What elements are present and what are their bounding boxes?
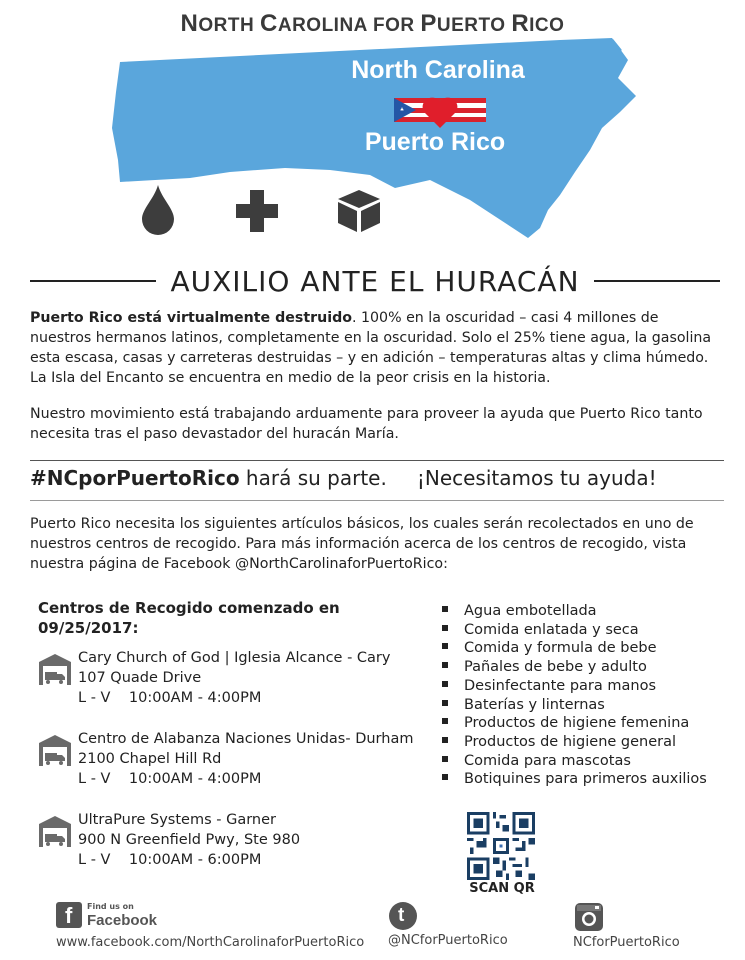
divider (30, 460, 724, 461)
list-item: Agua embotellada (442, 602, 742, 621)
center-name: Cary Church of God | Iglesia Alcance - Cary (78, 650, 391, 666)
warehouse-icon (38, 733, 72, 767)
hashtag-rest: hará su parte. (239, 466, 387, 490)
list-item: Productos de higiene general (442, 733, 742, 752)
intro-bold-lead: Puerto Rico está virtualmente destruido (30, 310, 352, 326)
center-address: 900 N Greenfield Pwy, Ste 980 (78, 832, 301, 848)
center-address: 107 Quade Drive (78, 670, 202, 686)
list-item: Productos de higiene femenina (442, 714, 742, 733)
list-item: Comida enlatada y seca (442, 621, 742, 640)
scan-qr-label: SCAN QR (469, 881, 535, 896)
center-name: UltraPure Systems - Garner (78, 812, 277, 828)
needed-items-list (442, 602, 742, 789)
banner-title: NORTH CAROLINA FOR PUERTO RICO (180, 10, 565, 37)
center-item (38, 729, 448, 793)
facebook-brand-label: Facebook (87, 912, 158, 929)
centers-title-line2: 09/25/2017: (38, 619, 139, 637)
header-map (0, 0, 745, 250)
center-hours: L - V 10:00AM - 6:00PM (78, 852, 262, 868)
centers-title-line1: Centros de Recogido comenzado en (38, 599, 340, 617)
needs-intro-paragraph: Puerto Rico necesita los siguientes artículos básicos, los cuales serán recolectados en uno de nuestros centros de recogido. Para más información acerca de los centros de recogido, vista nuestra página de Facebook @NorthCarolinaforPuertoRico: (30, 516, 694, 572)
hashtag: #NCporPuertoRico (30, 466, 240, 490)
list-item: Pañales de bebe y adulto (442, 658, 742, 677)
section-heading (30, 258, 720, 304)
center-address: 2100 Chapel Hill Rd (78, 751, 222, 767)
list-item: Comida y formula de bebe (442, 639, 742, 658)
puerto-rico-flag-heart-icon (394, 90, 486, 130)
center-hours: L - V 10:00AM - 4:00PM (78, 690, 262, 706)
divider (30, 500, 724, 501)
list-item: Comida para mascotas (442, 752, 742, 771)
list-item: Botiquines para primeros auxilios (442, 770, 742, 789)
center-name: Centro de Alabanza Naciones Unidas- Durham (78, 731, 414, 747)
supply-box-icon (336, 188, 382, 234)
qr-code[interactable] (467, 812, 535, 880)
facebook-badge[interactable] (87, 902, 157, 929)
twitter-handle-link[interactable]: @NCforPuertoRico (388, 933, 508, 948)
map-title-nc: North Carolina (351, 56, 525, 84)
callout-row (30, 466, 720, 490)
instagram-handle-link[interactable]: NCforPuertoRico (573, 935, 680, 950)
twitter-icon[interactable]: t (389, 902, 417, 930)
center-item (38, 810, 448, 874)
medical-cross-icon (234, 188, 280, 234)
centers-title (38, 598, 398, 638)
intro-text: . 100% en la oscuridad – casi 4 millones de nuestros hermanos latinos, completamente en la oscuridad. Solo el 25% tiene agua, la gasolina esta escasa, casas y carreteras destruidas – y en adición – temperaturas altas y clima húmedo. La Isla del Encanto se encuentra en medio de la peor crisis en la historia. (30, 310, 712, 386)
center-hours: L - V 10:00AM - 4:00PM (78, 771, 262, 787)
movement-paragraph: Nuestro movimiento está trabajando arduamente para proveer la ayuda que Puerto Rico tanto necesita tras el paso devastador del huracán María. (30, 406, 703, 442)
need-help-text: ¡Necesitamos tu ayuda! (416, 466, 657, 490)
instagram-icon[interactable] (574, 902, 604, 932)
map-title-pr: Puerto Rico (364, 128, 506, 156)
facebook-find-label: Find us on (87, 902, 134, 911)
intro-paragraph (30, 308, 720, 388)
heading-rule-right (594, 280, 720, 282)
heading-rule-left (30, 280, 156, 282)
facebook-url-link[interactable]: www.facebook.com/NorthCarolinaforPuertoRico (56, 935, 365, 950)
facebook-icon[interactable]: f (56, 902, 82, 928)
list-item: Baterías y linternas (442, 696, 742, 715)
list-item: Desinfectante para manos (442, 677, 742, 696)
center-item (38, 648, 448, 712)
warehouse-icon (38, 814, 72, 848)
page-title: AUXILIO ANTE EL HURACÁN (170, 264, 580, 298)
water-drop-icon (140, 183, 176, 235)
warehouse-icon (38, 652, 72, 686)
